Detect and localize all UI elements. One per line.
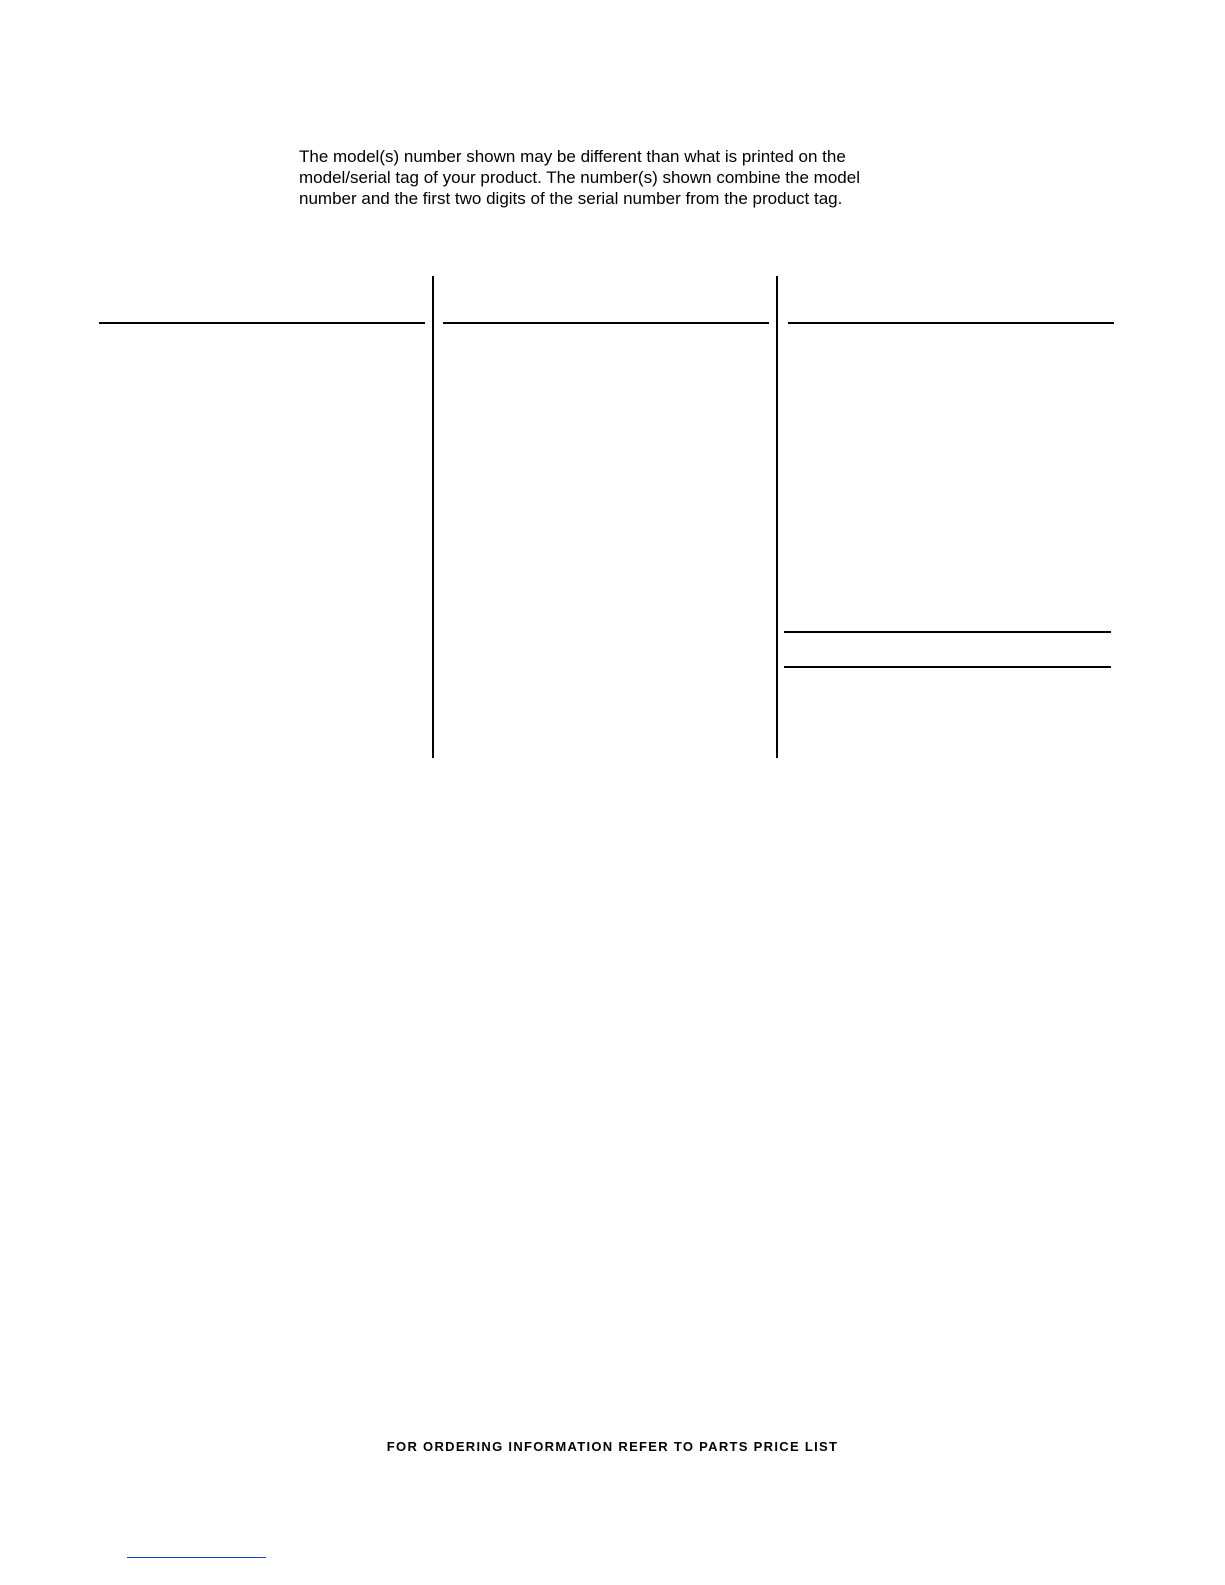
- page-link-underline[interactable]: [127, 1557, 266, 1558]
- column-2-header-rule: [443, 322, 769, 324]
- notice-line-2: model/serial tag of your product. The number(s) shown combine the model: [299, 168, 860, 187]
- column-3-header-rule: [788, 322, 1114, 324]
- column-1-header-rule: [99, 322, 425, 324]
- notice-line-1: The model(s) number shown may be different than what is printed on the: [299, 147, 846, 166]
- column-3-separator-rule-lower: [784, 666, 1111, 668]
- column-divider-right: [776, 276, 778, 758]
- column-divider-left: [432, 276, 434, 758]
- column-3-separator-rule-upper: [784, 631, 1111, 633]
- notice-line-3: number and the first two digits of the serial number from the product tag.: [299, 189, 843, 208]
- model-number-notice: [299, 146, 939, 209]
- ordering-information-footer: FOR ORDERING INFORMATION REFER TO PARTS PRICE LIST: [386, 1439, 839, 1454]
